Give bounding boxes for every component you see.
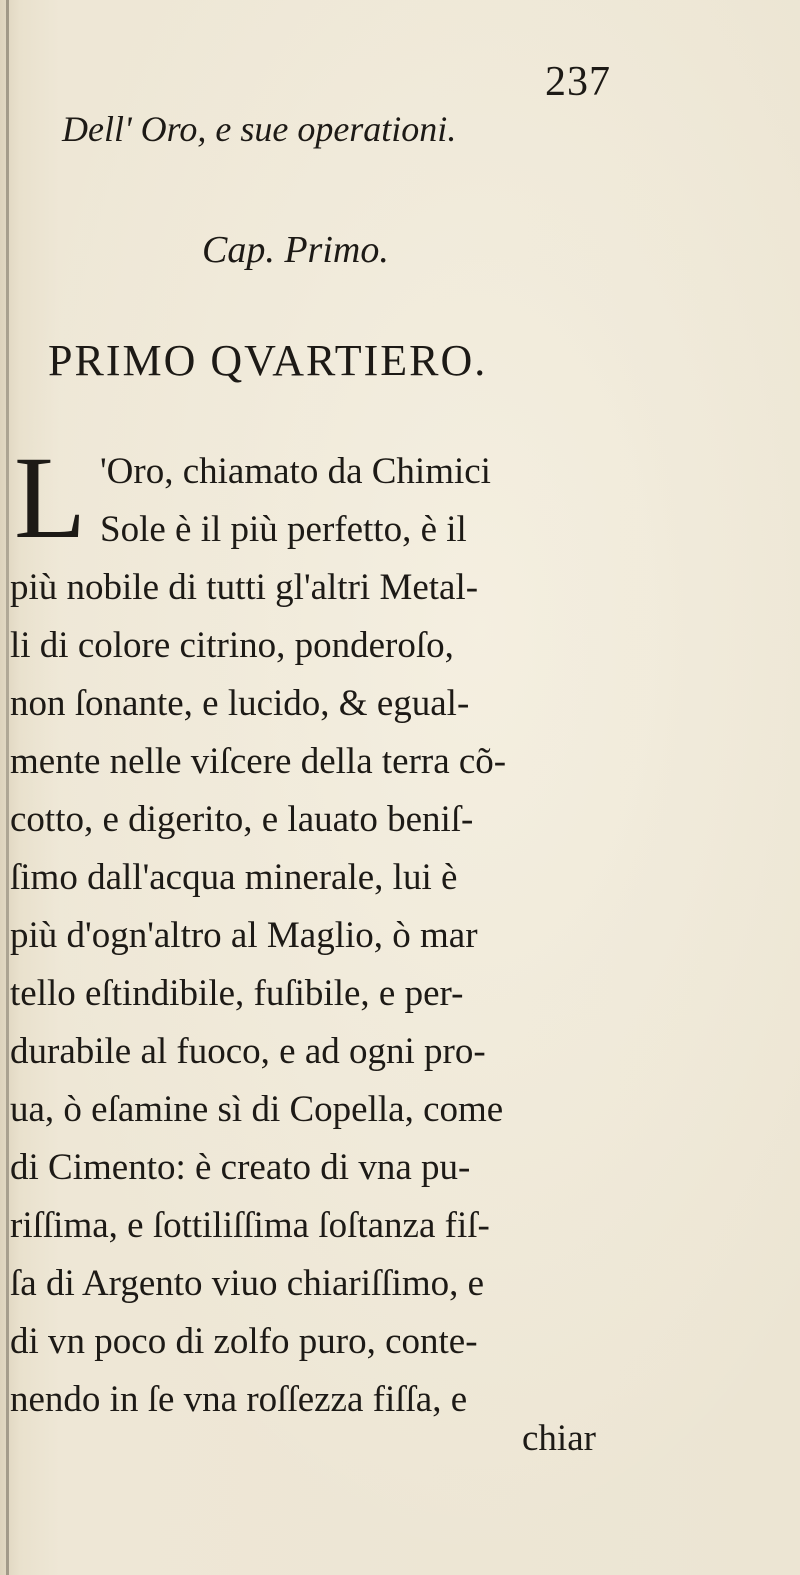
text-line: più nobile di tutti gl'altri Metal- <box>10 567 479 608</box>
text-line: li di colore citrino, ponderoſo, <box>10 625 454 666</box>
text-line: non ſonante, e lucido, & egual- <box>10 683 470 724</box>
text-line: Sole è il più perfetto, è il <box>100 509 467 550</box>
text-line: tello eſtindibile, fuſibile, e per- <box>10 973 464 1014</box>
text-line: 'Oro, chiamato da Chimici <box>100 451 491 492</box>
running-head: Dell' Oro, e sue operationi. <box>62 109 457 149</box>
drop-cap: L <box>14 432 87 563</box>
section-title: PRIMO QVARTIERO. <box>48 336 488 385</box>
text-line: ſimo dall'acqua minerale, lui è <box>10 857 458 898</box>
text-line: ua, ò eſamine sì di Copella, come <box>10 1089 504 1130</box>
text-line: riſſima, e ſottiliſſima ſoſtanza fiſ- <box>10 1205 490 1246</box>
binding-gutter <box>6 0 9 1575</box>
text-line: più d'ogn'altro al Maglio, ò mar <box>10 915 478 956</box>
text-line: mente nelle viſcere della terra cõ- <box>10 741 507 782</box>
text-line: nendo in ſe vna roſſezza fiſſa, e <box>10 1379 468 1420</box>
catchword: chiar <box>522 1418 596 1459</box>
text-line: di vn poco di zolfo puro, conte- <box>10 1321 478 1362</box>
text-line: di Cimento: è creato di vna pu- <box>10 1147 471 1188</box>
text-line: cotto, e digerito, e lauato beniſ- <box>10 799 474 840</box>
page-number: 237 <box>545 59 611 105</box>
text-line: durabile al fuoco, e ad ogni pro- <box>10 1031 486 1072</box>
text-line: ſa di Argento viuo chiariſſimo, e <box>10 1263 485 1304</box>
chapter-heading: Cap. Primo. <box>202 229 389 271</box>
